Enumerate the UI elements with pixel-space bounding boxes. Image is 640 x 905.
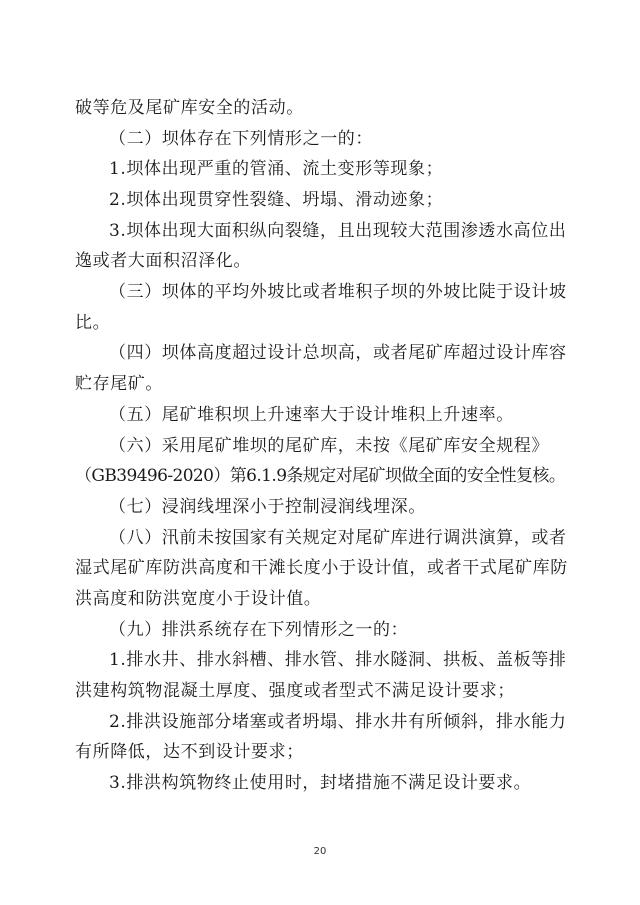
text-line: 2.坝体出现贯穿性裂缝、坍塌、滑动迹象； xyxy=(109,190,444,210)
text-line: 2.排洪设施部分堵塞或者坍塌、排水井有所倾斜，排水能力 xyxy=(109,712,567,732)
text-line: 贮存尾矿。 xyxy=(75,374,163,394)
text-line: 1.坝体出现严重的管涌、流土变形等现象； xyxy=(109,159,444,179)
section-heading-9: （九）排洪系统存在下列情形之一的： xyxy=(109,620,409,640)
section-heading-3: （三）坝体的平均外坡比或者堆积子坝的外坡比陡于设计坡 xyxy=(109,282,567,302)
text-line: 洪高度和防洪宽度小于设计值。 xyxy=(75,589,322,609)
section-heading-7: （七）浸润线埋深小于控制浸润线埋深。 xyxy=(109,497,426,517)
text-line: 有所降低，达不到设计要求； xyxy=(75,742,304,762)
section-heading-5: （五）尾矿堆积坝上升速率大于设计堆积上升速率。 xyxy=(109,405,514,425)
text-line: 3.坝体出现大面积纵向裂缝，且出现较大范围渗透水高位出 xyxy=(109,221,567,241)
section-heading-8: （八）汛前未按国家有关规定对尾矿库进行调洪演算，或者 xyxy=(109,528,567,548)
text-line: （GB39496-2020）第6.1.9条规定对尾矿坝做全面的安全性复核。 xyxy=(75,466,566,486)
text-line: 逸或者大面积沼泽化。 xyxy=(75,251,251,271)
text-line: 比。 xyxy=(75,313,111,333)
text-line: 洪建构筑物混凝土厚度、强度或者型式不满足设计要求； xyxy=(75,681,515,701)
page-number: 20 xyxy=(313,846,327,857)
section-heading-4: （四）坝体高度超过设计总坝高，或者尾矿库超过设计库容 xyxy=(109,343,567,363)
section-heading-6: （六）采用尾矿堆坝的尾矿库，未按《尾矿库安全规程》 xyxy=(109,436,549,456)
text-line: 湿式尾矿库防洪高度和干滩长度小于设计值，或者干式尾矿库防 xyxy=(75,558,568,578)
text-line: 1.排水井、排水斜槽、排水管、排水隧洞、拱板、盖板等排 xyxy=(109,650,567,670)
text-line: 3.排洪构筑物终止使用时，封堵措施不满足设计要求。 xyxy=(109,773,532,793)
section-heading-2: （二）坝体存在下列情形之一的： xyxy=(109,129,373,149)
text-line: 破等危及尾矿库安全的活动。 xyxy=(75,98,304,118)
